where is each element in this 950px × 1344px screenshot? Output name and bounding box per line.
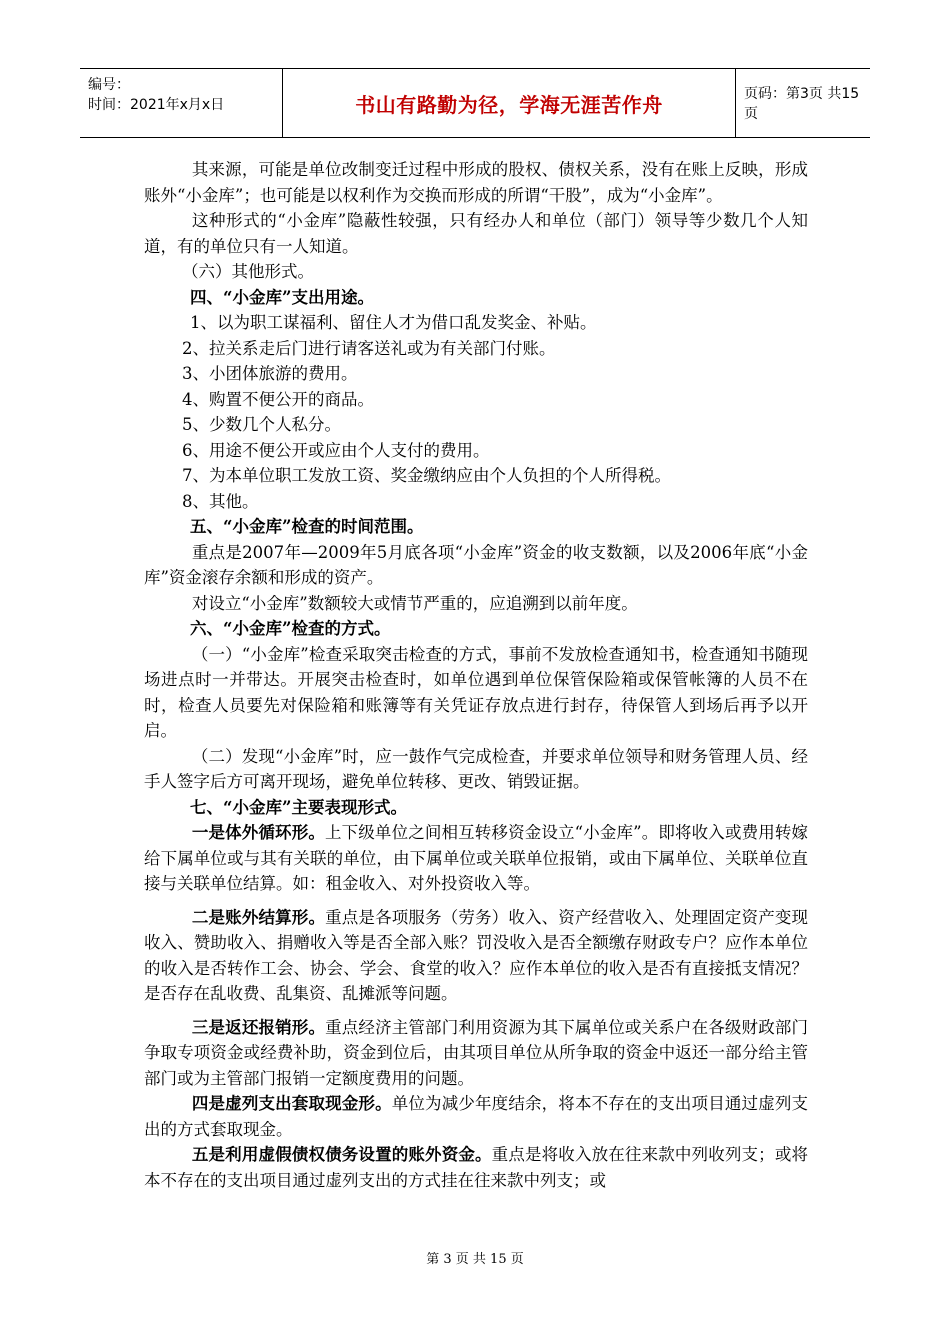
document-body — [144, 157, 808, 1193]
paragraph: （六）其他形式。 — [181, 262, 314, 281]
form-title: 二是账外结算形。 — [191, 907, 326, 927]
list-item: 6、用途不便公开或应由个人支付的费用。 — [182, 440, 490, 460]
section-heading: 五、“小金库”检查的时间范围。 — [190, 517, 424, 536]
paragraph: 其来源，可能是单位改制变迁过程中形成的股权、债权关系，没有在账上反映，形成账外“小金库”；也可能是以权利作为交换而形成的所谓“干股”，成为“小金库”。 — [144, 160, 808, 205]
form-paragraph — [144, 905, 808, 1007]
document-time-label: 时间：2021年x月x日 — [88, 97, 225, 113]
form-paragraph — [144, 1015, 808, 1092]
paragraph: （一）“小金库”检查采取突击检查的方式，事前不发放检查通知书，检查通知书随现场进点时一并带达。开展突击检查时，如单位遇到单位保管保险箱或保管帐簿的人员不在时，检查人员要先对保险箱和账簿等有关凭证存放点进行封存，待保管人到场后再予以开启。 — [144, 644, 808, 740]
form-text: 重点是各项服务（劳务）收入、资产经营收入、处理固定资产变现收入、赞助收入、捐赠收入等是否全部入账？罚没收入是否全额缴存财政专户？应作本单位的收入是否转作工会、协会、学会、食堂的收入？应作本单位的收入是否有直接抵支情况？是否存在乱收费、乱集资、乱摊派等问题。 — [144, 907, 809, 1003]
document-number-label: 编号： — [88, 77, 130, 93]
form-title: 三是返还报销形。 — [191, 1017, 326, 1037]
page-footer: 第 3 页 共 15 页 — [426, 1252, 524, 1267]
form-text: 上下级单位之间相互转移资金设立“小金库”。即将收入或费用转嫁给下属单位或与其有关联的单位，由下属单位或关联单位报销，或由下属单位、关联单位直接与关联单位结算。如：租金收入、对外投资收入等。 — [144, 823, 809, 893]
form-paragraph — [144, 820, 808, 897]
paragraph: （二）发现“小金库”时，应一鼓作气完成检查，并要求单位领导和财务管理人员、经手人签字后方可离开现场，避免单位转移、更改、销毁证据。 — [144, 746, 808, 791]
page-header — [80, 68, 870, 138]
section-heading: 七、“小金库”主要表现形式。 — [190, 797, 407, 817]
form-paragraph — [144, 1142, 808, 1193]
list-item: 4、购置不便公开的商品。 — [182, 389, 374, 409]
header-motto: 书山有路勤为径，学海无涯苦作舟 — [282, 69, 736, 137]
section-heading: 四、“小金库”支出用途。 — [190, 287, 374, 307]
form-title: 五是利用虚假债权债务设置的账外资金。 — [191, 1145, 492, 1164]
paragraph: 重点是2007年—2009年5月底各项“小金库”资金的收支数额，以及2006年底“小金库”资金滚存余额和形成的资产。 — [144, 542, 808, 587]
paragraph: 这种形式的“小金库”隐蔽性较强，只有经办人和单位（部门）领导等少数几个人知道，有的单位只有一人知道。 — [144, 211, 808, 256]
form-title: 一是体外循环形。 — [191, 823, 325, 842]
list-item: 7、为本单位职工发放工资、奖金缴纳应由个人负担的个人所得税。 — [182, 466, 671, 485]
list-item: 2、拉关系走后门进行请客送礼或为有关部门付账。 — [182, 338, 556, 358]
paragraph: 对设立“小金库”数额较大或情节严重的，应追溯到以前年度。 — [191, 593, 638, 613]
list-item: 8、其他。 — [182, 491, 259, 511]
header-page-info: 页码：第3页 共15页 — [744, 86, 860, 122]
list-item: 3、小团体旅游的费用。 — [182, 364, 358, 383]
form-text: 重点经济主管部门利用资源为其下属单位或关系户在各级财政部门争取专项资金或经费补助，资金到位后，由其项目单位从所争取的资金中返还一部分给主管部门或为主管部门报销一定额度费用的问题。 — [144, 1017, 809, 1088]
list-item: 1、以为职工谋福利、留住人才为借口乱发奖金、补贴。 — [190, 313, 597, 332]
form-title: 四是虚列支出套取现金形。 — [191, 1094, 392, 1113]
form-text: 重点是将收入放在往来款中列收列支；或将本不存在的支出项目通过虚列支出的方式挂在往来款中列支；或 — [144, 1145, 809, 1190]
header-meta — [80, 69, 282, 137]
list-item: 5、少数几个人私分。 — [182, 415, 341, 434]
form-text: 单位为减少年度结余，将本不存在的支出项目通过虚列支出的方式套取现金。 — [144, 1094, 809, 1139]
section-heading: 六、“小金库”检查的方式。 — [190, 619, 391, 638]
form-paragraph — [144, 1091, 808, 1142]
